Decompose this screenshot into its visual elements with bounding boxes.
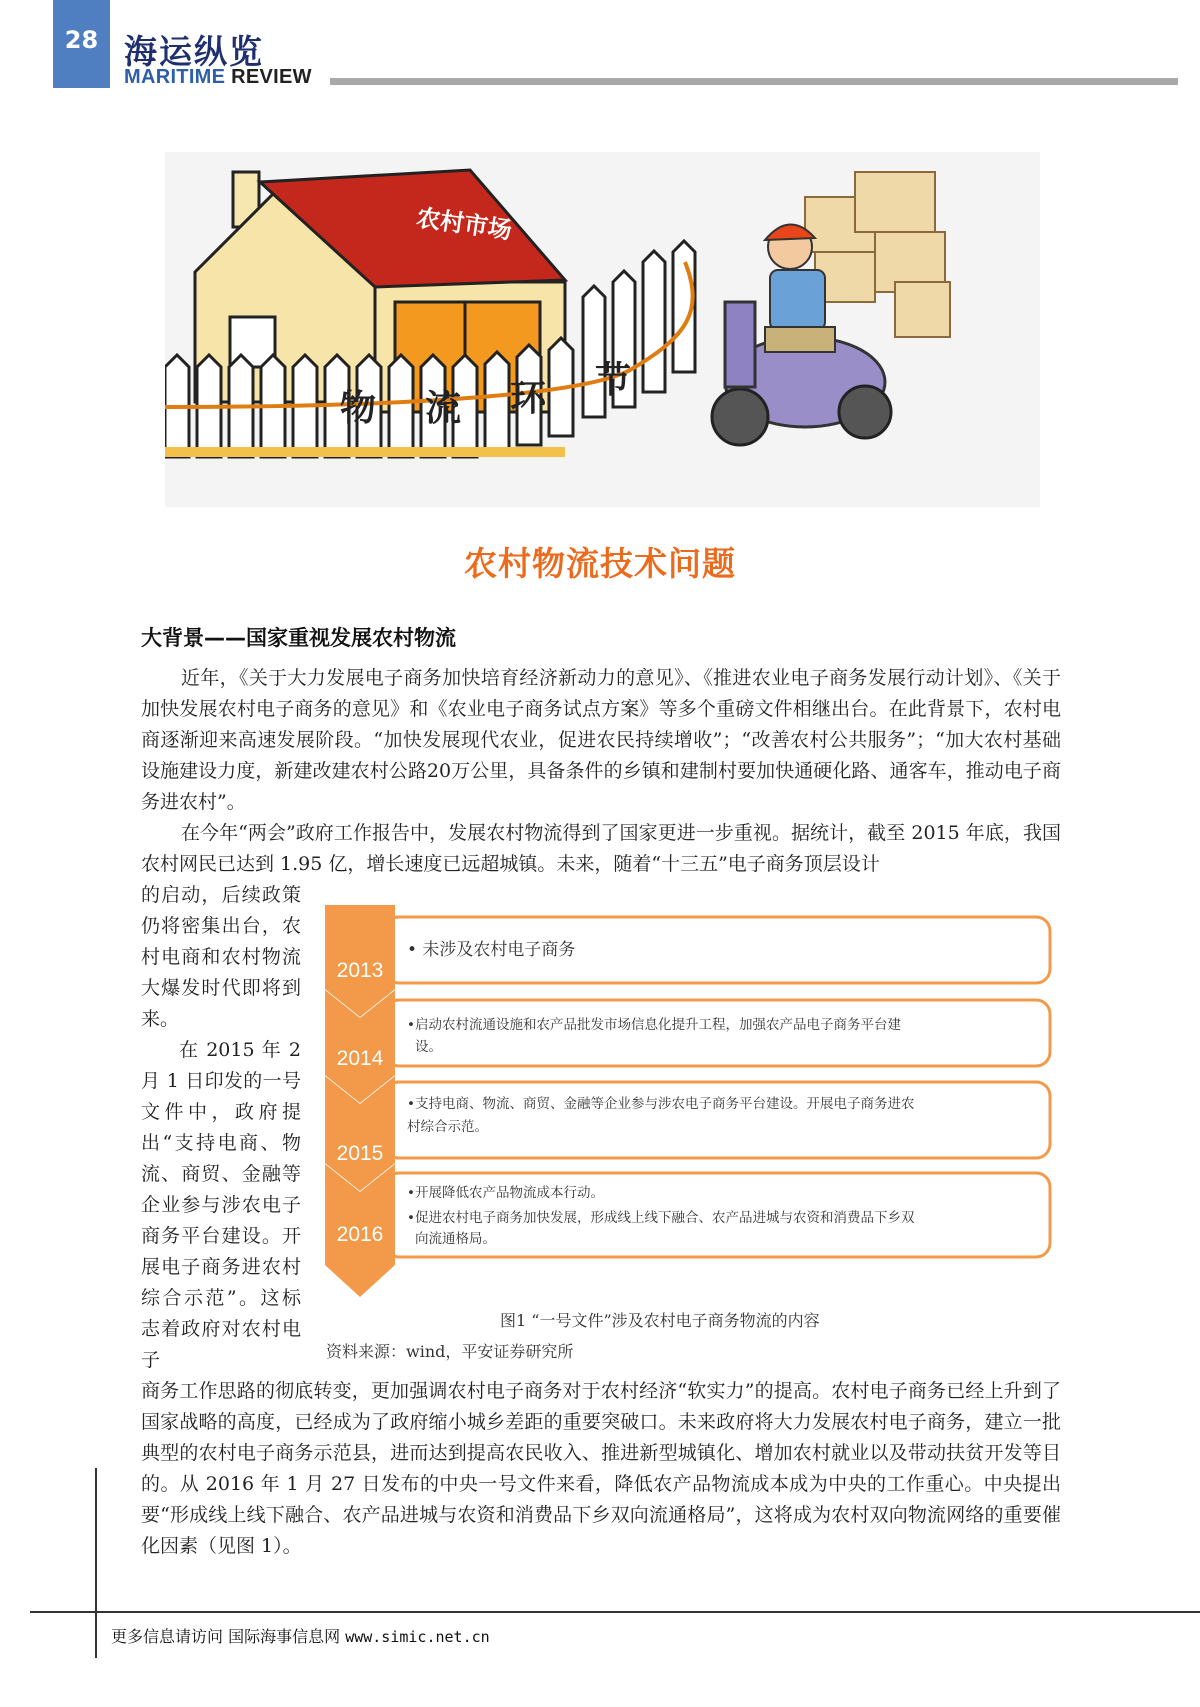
timeline-year-2015: 2015 (336, 1142, 384, 1165)
figure-source: 资料来源：wind，平安证券研究所 (326, 1342, 574, 1361)
fence-char-4: 节 (595, 360, 632, 401)
timeline-text-2014-line-1: •启动农村流通设施和农产品批发市场信息化提升工程，加强农产品电子商务平台建 (407, 1017, 901, 1033)
timeline-text-2015-line-1: •支持电商、物流、商贸、金融等企业参与涉农电子商务平台建设。开展电子商务进农 (407, 1096, 915, 1112)
footer (111, 1624, 490, 1647)
timeline-text-2014-line-2: 设。 (415, 1039, 442, 1055)
magazine-title-en-maritime: MARITIME (124, 66, 226, 88)
timeline-text-2015-line-2: 村综合示范。 (407, 1119, 488, 1135)
timeline-text-2013-line-1: • 未涉及农村电子商务 (407, 940, 576, 960)
fence-char-1: 物 (340, 388, 377, 429)
footer-text: 更多信息请访问 国际海事信息网 (111, 1627, 341, 1646)
fence-shadow (165, 447, 565, 457)
header-rule (330, 78, 1178, 85)
magazine-title-en (124, 66, 312, 89)
timeline-figure (325, 905, 1055, 1305)
fence-char-3: 环 (510, 378, 547, 419)
timeline-box-2014 (385, 1000, 1050, 1066)
timeline-text-2016-line-3: 向流通格局。 (415, 1231, 496, 1247)
magazine-title-cn: 海运纵览 (124, 32, 264, 71)
footer-rule (30, 1611, 1200, 1613)
left-margin-rule (95, 1468, 97, 1658)
paragraph-2: 在今年“两会”政府工作报告中，发展农村物流得到了国家更进一步重视。据统计，截至 2015 年底，我国农村网民已达到 1.95 亿，增长速度已远超城镇。未来，随着“十三五”电子商务顶层设计 (141, 822, 1061, 875)
side-column-text-2: 在 2015 年 2 月 1 日印发的一号文件中，政府提出“支持电商、物流、商贸、金融等企业参与涉农电子商务平台建设。开展电子商务进农村综合示范”。这标志着政府对农村电子 (141, 1039, 301, 1371)
timeline-year-2014: 2014 (336, 1047, 384, 1070)
side-column-text-1: 的启动，后续政策仍将密集出台，农村电商和农村物流大爆发时代即将到来。 (141, 884, 301, 1030)
fence-char-2: 流 (425, 388, 462, 429)
timeline-text-2016-line-2: •促进农村电子商务加快发展，形成线上线下融合、农产品进城与农资和消费品下乡双 (407, 1210, 915, 1226)
paragraph-1: 近年，《关于大力发展电子商务加快培育经济新动力的意见》、《推进农业电子商务发展行动计划》、《关于加快发展农村电子商务的意见》和《农业电子商务试点方案》等多个重磅文件相继出台。在此背景下，农村电商逐渐迎来高速发展阶段。“加快发展现代农业，促进农民持续增收”；“改善农村公共服务”；“加大农村基础设施建设力度，新建改建农村公路20万公里，具备条件的乡镇和建制村要加快通硬化路、通客车，推动电子商务进农村”。 (141, 667, 1061, 813)
magazine-title-en-review: REVIEW (231, 66, 312, 88)
timeline-year-2016: 2016 (336, 1223, 384, 1246)
rural-market-illustration (165, 152, 1040, 507)
timeline-row-2016 (325, 1164, 1050, 1297)
figure-caption: 图1 “一号文件”涉及农村电子商务物流的内容 (500, 1311, 820, 1330)
timeline-text-2016-line-1: •开展降低农产品物流成本行动。 (407, 1185, 604, 1201)
page-number: 28 (53, 0, 110, 88)
roof-sign: 农村市场 (414, 203, 514, 245)
section-heading: 大背景——国家重视发展农村物流 (141, 626, 456, 650)
side-column (141, 880, 301, 1376)
paragraph-4: 商务工作思路的彻底转变，更加强调农村电子商务对于农村经济“软实力”的提高。农村电子商务已经上升到了国家战略的高度，已经成为了政府缩小城乡差距的重要突破口。未来政府将大力发展农村电子商务，建立一批典型的农村电子商务示范县，进而达到提高农民收入、推进新型城镇化、增加农村就业以及带动扶贫开发等目的。从 2016 年 1 月 27 日发布的中央一号文件来看，降低农产品物流成本成为中央的工作重心。中央提出要“形成线上线下融合、农产品进城与农资和消费品下乡双向流通格局”，这将成为农村双向物流网络的重要催化因素（见图 1）。 (141, 1380, 1061, 1557)
article-title: 农村物流技术问题 (464, 544, 736, 583)
timeline-year-2013: 2013 (336, 959, 384, 982)
footer-url[interactable]: www.simic.net.cn (345, 1628, 490, 1646)
